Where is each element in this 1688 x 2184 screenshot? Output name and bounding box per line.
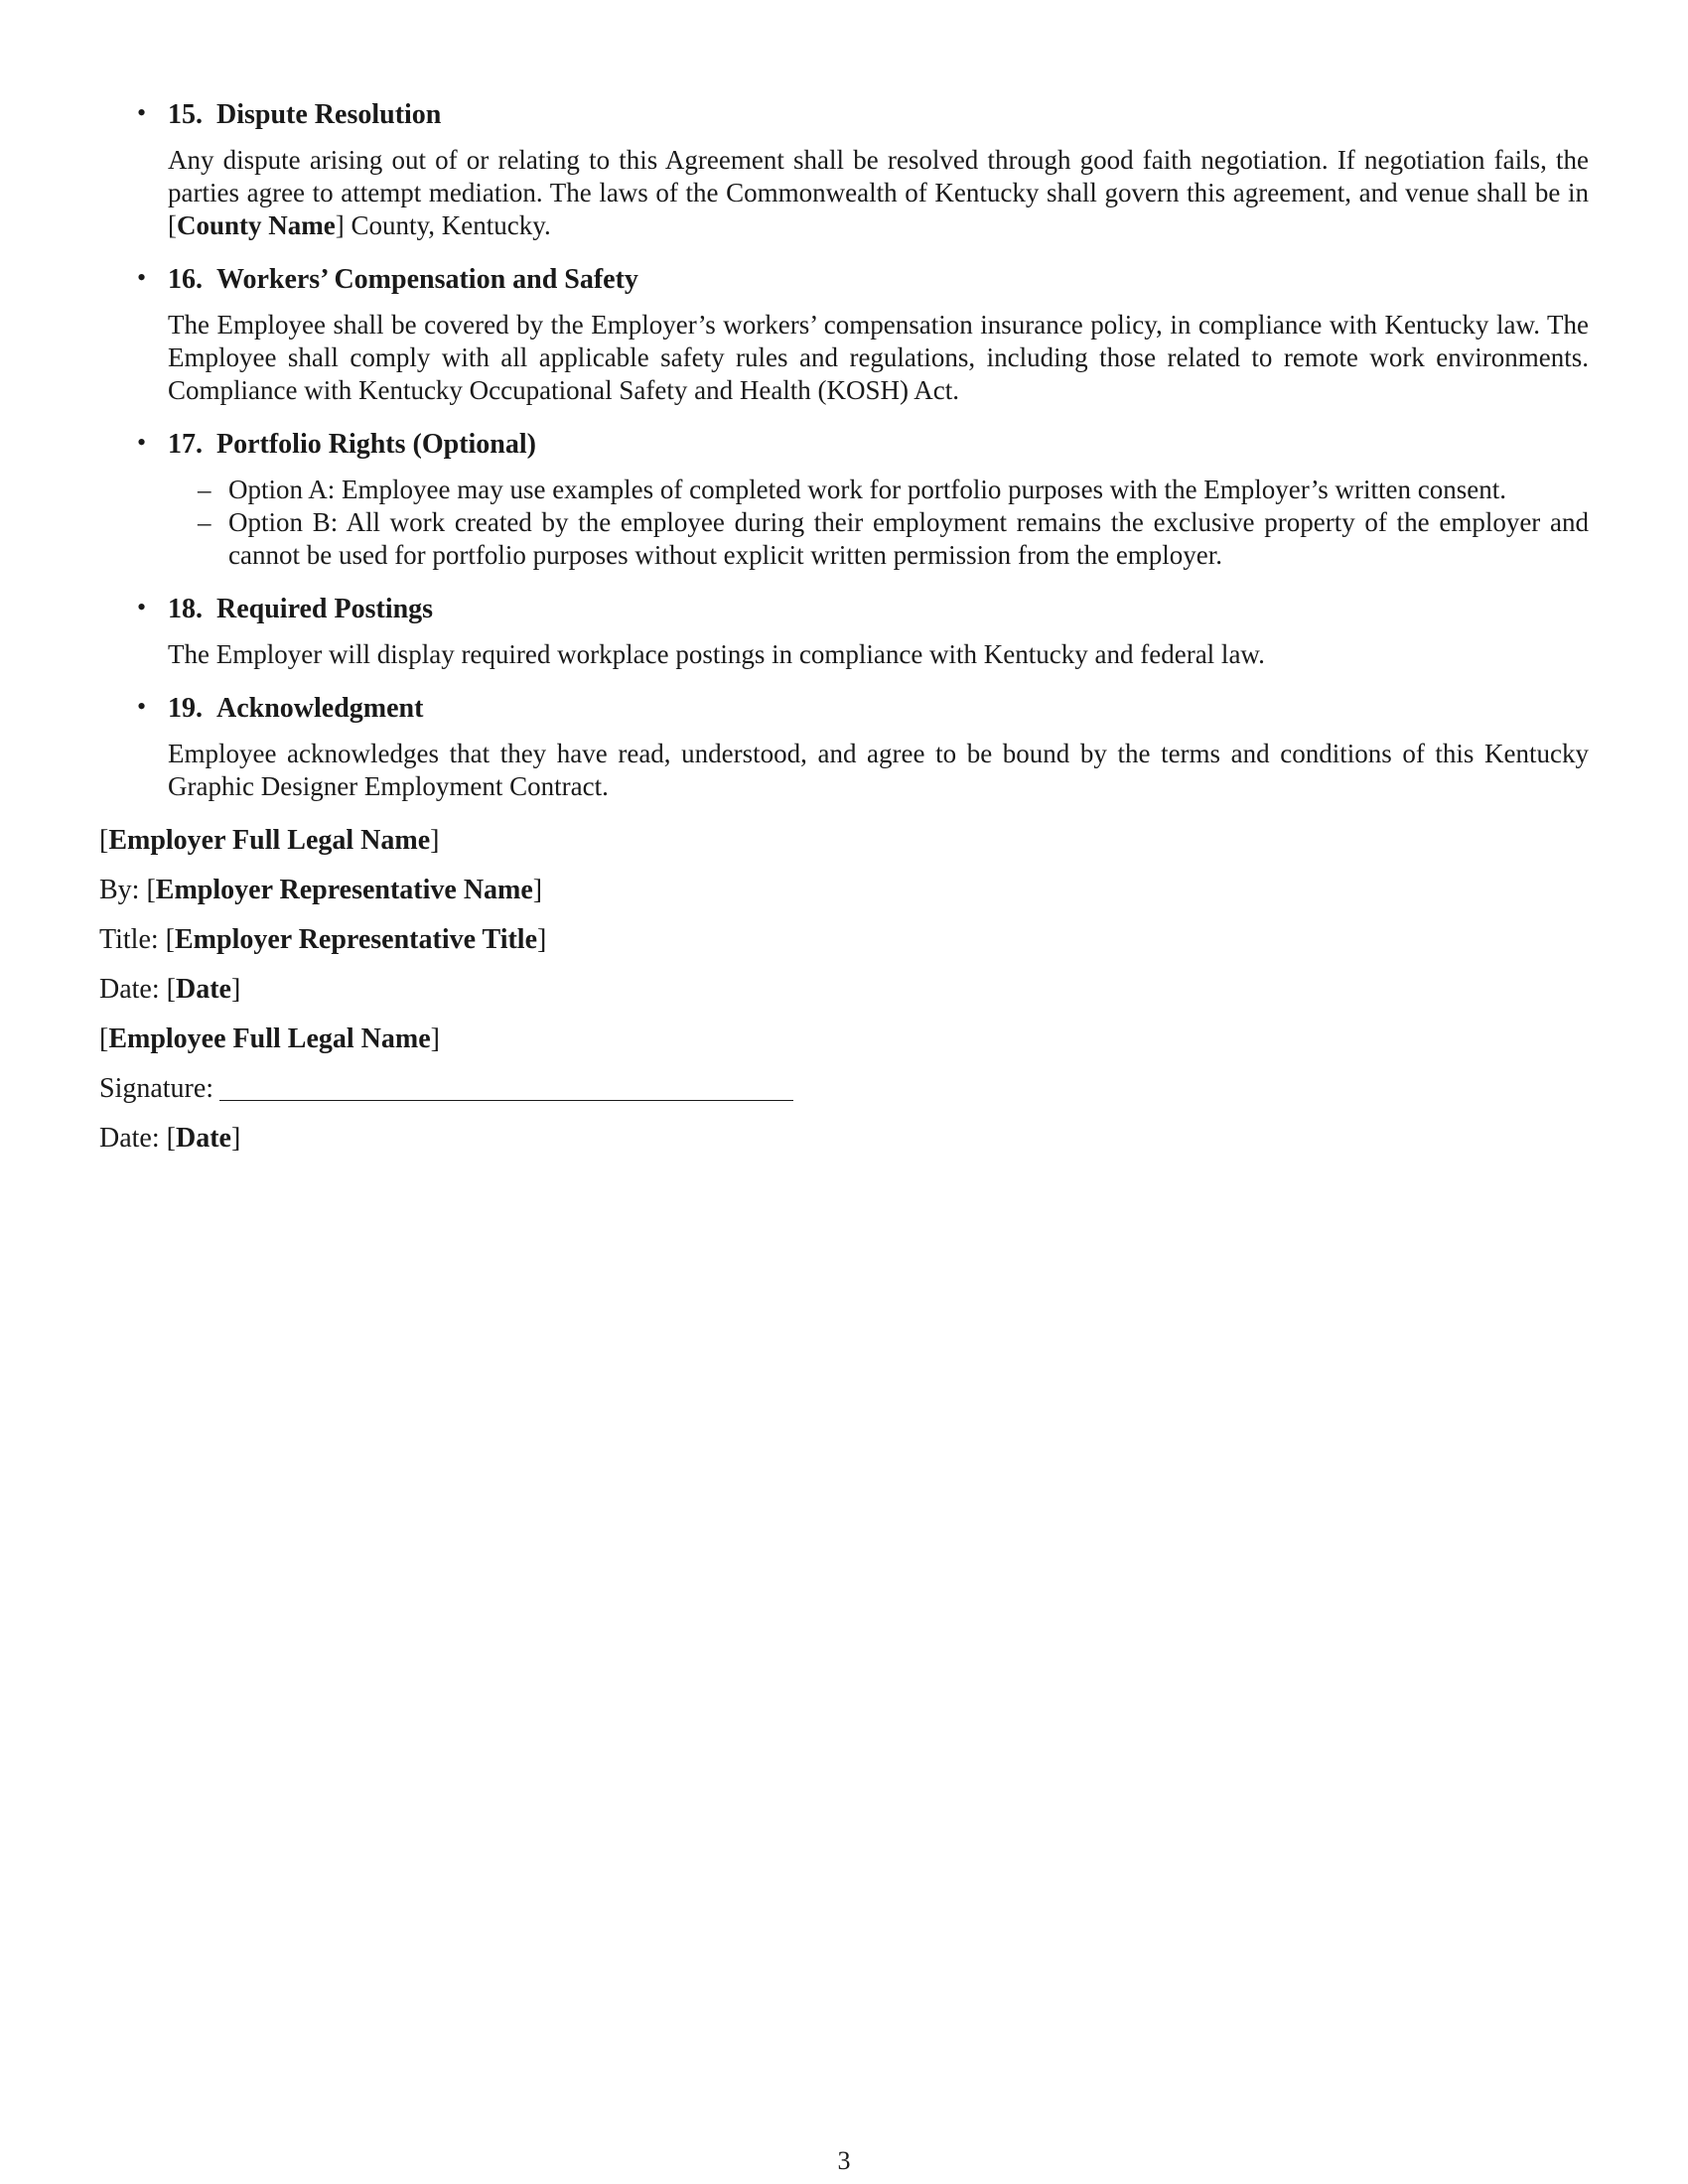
bullet-icon: •: [137, 98, 147, 127]
section-title: Workers’ Compensation and Safety: [216, 264, 638, 295]
bullet-icon: •: [137, 593, 147, 621]
section-paragraph: Employee acknowledges that they have read, understood, and agree to be bound by the terms and conditions of this Kentucky Graphic Designer Employment Contract.: [168, 739, 1589, 801]
section-heading: [168, 95, 1589, 135]
section-paragraph: The Employee shall be covered by the Employer’s workers’ compensation insurance policy, in compliance with Kentucky law. The Employee shall comply with all applicable safety rules and regulations, including those related to remote work environments. Compliance with Kentucky Occupational Safety and Health (KOSH) Act.: [168, 310, 1589, 405]
employer-date-line: Date: [Date]: [99, 974, 241, 1005]
signature-field[interactable]: [219, 1072, 793, 1101]
by-label: By:: [99, 875, 140, 905]
document-page: [99, 95, 1589, 1168]
dash-icon: –: [198, 475, 211, 504]
section-dispute-resolution: [99, 95, 1589, 242]
section-title: Dispute Resolution: [216, 99, 442, 130]
signature-block: [99, 821, 1589, 1159]
section-required-postings: [99, 590, 1589, 671]
date-label: Date:: [99, 974, 160, 1005]
section-acknowledgment: [99, 689, 1589, 803]
date-placeholder: Date: [175, 974, 231, 1005]
page-number: 3: [837, 2146, 851, 2175]
section-paragraph: [168, 144, 1589, 242]
bullet-icon: •: [137, 692, 147, 721]
option-item: [168, 506, 1589, 572]
employee-name-placeholder: Employee Full Legal Name: [108, 1024, 431, 1054]
employee-name-line: [Employee Full Legal Name]: [99, 1024, 440, 1054]
section-heading: [168, 590, 1589, 629]
title-line: Title: [Employer Representative Title]: [99, 924, 547, 955]
section-title: Acknowledgment: [216, 693, 424, 724]
section-workers-compensation: [99, 260, 1589, 407]
section-number: 16.: [168, 264, 203, 295]
section-heading: [168, 425, 1589, 465]
date-placeholder: Date: [175, 1123, 231, 1154]
by-line: By: [Employer Representative Name]: [99, 875, 543, 905]
county-placeholder: County Name: [177, 210, 336, 240]
employee-date-line: Date: [Date]: [99, 1123, 241, 1154]
paragraph-text: ] County, Kentucky.: [335, 210, 551, 240]
rep-title-placeholder: Employer Representative Title: [175, 924, 537, 955]
employer-name-placeholder: Employer Full Legal Name: [108, 825, 431, 856]
section-number: 15.: [168, 99, 203, 130]
bullet-icon: •: [137, 263, 147, 292]
section-list: [99, 95, 1589, 803]
paragraph-text: Any dispute arising out of or relating to this Agreement shall be resolved through good faith negotiation. If negotiation fails, the parties agree to attempt mediation. The laws of the Commonwealth of Kentucky shall govern this agreement, and venue shall be in [: [168, 145, 1589, 240]
section-number: 18.: [168, 594, 203, 624]
section-title: Required Postings: [216, 594, 434, 624]
employer-name-line: [Employer Full Legal Name]: [99, 825, 440, 856]
section-heading: [168, 260, 1589, 300]
dash-icon: –: [198, 507, 211, 537]
rep-name-placeholder: Employer Representative Name: [155, 875, 533, 905]
option-item: [168, 474, 1589, 506]
option-text: Option A: Employee may use examples of completed work for portfolio purposes with the Employer’s written consent.: [228, 475, 1506, 504]
option-text: Option B: All work created by the employee during their employment remains the exclusive property of the employer and cannot be used for portfolio purposes without explicit written permission from the employer.: [228, 507, 1589, 570]
section-title: Portfolio Rights (Optional): [216, 429, 536, 460]
section-portfolio-rights: [99, 425, 1589, 572]
section-heading: [168, 689, 1589, 729]
signature-line: [99, 1069, 1589, 1109]
signature-label: Signature:: [99, 1073, 214, 1104]
section-number: 17.: [168, 429, 203, 460]
section-paragraph: The Employer will display required workplace postings in compliance with Kentucky and federal law.: [168, 639, 1265, 669]
title-label: Title:: [99, 924, 159, 955]
date-label: Date:: [99, 1123, 160, 1154]
section-number: 19.: [168, 693, 203, 724]
bullet-icon: •: [137, 428, 147, 457]
option-list: [168, 474, 1589, 572]
